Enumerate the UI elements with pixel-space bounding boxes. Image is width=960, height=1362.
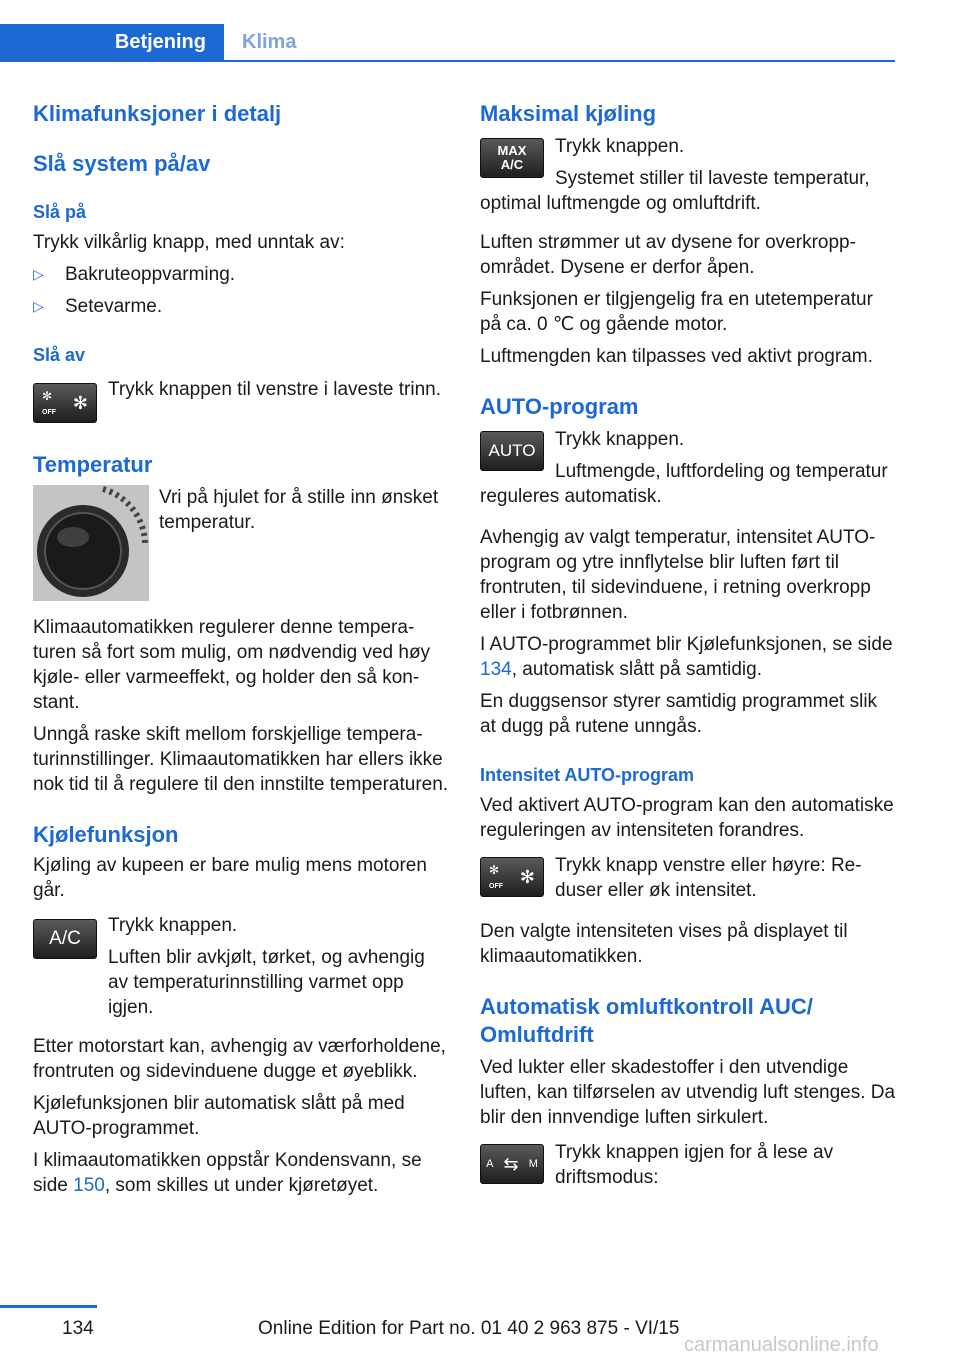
page-number: 134	[62, 1318, 94, 1339]
edition-text: Online Edition for Part no. 01 40 2 963 875 - VI/15	[258, 1318, 680, 1339]
subheading-off: Slå av	[33, 345, 86, 365]
ac-button-row	[33, 913, 449, 1020]
paragraph: Luftmengden kan tilpasses ved aktivt program.	[480, 346, 873, 367]
heading-max-cooling: Maksimal kjøling	[480, 101, 657, 126]
button-label: A	[486, 1158, 494, 1170]
footer-divider	[0, 1305, 97, 1308]
header-tabs	[0, 0, 960, 62]
max-ac-button-image	[480, 138, 544, 178]
auc-button-row	[480, 1140, 896, 1192]
paragraph: Ved lukter eller skadestoffer i den utvendige luften, kan tilførselen av utvendig luft stenges. Da blir den innvendige luften sirkulert.	[480, 1057, 896, 1128]
fan-button-image	[33, 383, 97, 423]
max-ac-button-row	[480, 134, 896, 172]
heading-system-on-off: Slå system på/av	[33, 151, 211, 176]
paragraph: Luften strømmer ut av dysene for overkroppområdet. Dysene er derfor åpen.	[480, 232, 856, 278]
paragraph: Funksjonen er tilgjengelig fra en utetemperatur på ca. 0 ℃ og gående motor.	[480, 289, 873, 335]
page-link-134[interactable]: 134	[480, 659, 512, 680]
button-label: MAX	[497, 143, 527, 158]
text: I klimaautomatikken oppstår Kondensvann, se side	[33, 1150, 422, 1196]
paragraph: En duggsensor styrer samtidig programmet slik at dugg på rutene unngås.	[480, 691, 878, 737]
heading-cooling: Kjølefunksjon	[33, 822, 179, 847]
temperature-dial-image	[33, 485, 149, 601]
max-ac-line2: Systemet stiller til laveste temperatur, optimal luftmengde og omluftdrift.	[480, 168, 870, 214]
bullet-triangle-icon: ▷	[33, 298, 44, 314]
subheading-on: Slå på	[33, 202, 87, 222]
left-column	[33, 100, 449, 1198]
auc-button-image	[480, 1144, 544, 1184]
paragraph: Ved aktivert AUTO-program kan den automatiske reguleringen av intensiteten forandres.	[480, 795, 894, 841]
dial-knob-icon	[33, 485, 149, 601]
list-item-text: Setevarme.	[65, 296, 163, 317]
button-label: M	[528, 1158, 538, 1170]
heading-temperature: Temperatur	[33, 452, 153, 477]
button-label: A/C	[500, 157, 524, 172]
right-column	[480, 100, 896, 1192]
max-ac-line1: Trykk knappen.	[555, 136, 685, 157]
list-item-text: Bakruteoppvarming.	[65, 264, 236, 285]
paragraph: Kjølefunksjonen blir automatisk slått på med AUTO-programmet.	[33, 1093, 405, 1139]
paragraph: Kjøling av kupeen er bare mulig mens motoren går.	[33, 855, 427, 901]
tab-betjening[interactable]: Betjening	[0, 24, 224, 61]
fan-small-icon: ✻ OFF	[42, 389, 56, 416]
temperature-dial-row	[33, 485, 449, 601]
auto-line2: Luftmengde, luftfordeling og temperatur reguleres automatisk.	[480, 461, 888, 507]
page-link-150[interactable]: 150	[73, 1175, 105, 1196]
text: I AUTO-programmet blir Kjølefunksjonen, se side	[480, 634, 893, 655]
fan-large-icon: ✻	[72, 392, 88, 413]
dial-instruction: Vri på hjulet for å stille inn ønsket temperatur.	[159, 487, 439, 533]
ac-line1: Trykk knappen.	[108, 915, 238, 936]
intensity-instruction: Trykk knapp venstre eller høyre: Reduser eller øk intensitet.	[555, 855, 862, 901]
text: , som skilles ut under kjøretøyet.	[104, 1175, 379, 1196]
fan-large-icon: ✻	[519, 866, 535, 887]
off-button-row	[33, 377, 449, 429]
heading-auto-program: AUTO-program	[480, 394, 639, 419]
auto-button-image: AUTO	[480, 431, 544, 471]
header-divider	[0, 60, 895, 62]
auto-line1: Trykk knappen.	[555, 429, 685, 450]
watermark: carmanualsonline.info	[684, 1334, 879, 1356]
ac-button-image: A/C	[33, 919, 97, 959]
fan-small-icon: ✻ OFF	[489, 863, 503, 890]
paragraph	[480, 632, 896, 682]
bullet-triangle-icon: ▷	[33, 266, 44, 282]
intensity-button-row	[480, 853, 896, 905]
paragraph: Klimaautomatikken regulerer denne temperaturen så fort som mulig, om nødvendig ved høy kjøle- eller varmeeffekt, og holder den så konstant.	[33, 617, 431, 713]
off-instruction: Trykk knappen til venstre i laveste trinn.	[108, 379, 441, 400]
paragraph	[33, 1148, 449, 1198]
page-title: Klimafunksjoner i detalj	[33, 101, 282, 126]
subheading-auto-intensity: Intensitet AUTO-program	[480, 765, 695, 785]
paragraph: Avhengig av valgt temperatur, intensitet AUTO-program og ytre innflytelse blir luften ført til frontruten, til sidevinduene, i retning overkropp eller i fotbrønnen.	[480, 527, 876, 623]
paragraph: Unngå raske skift mellom forskjellige temperaturinnstillinger. Klimaautomatikken har ellers ikke nok tid til å regulere til den innstilte temperaturen.	[33, 724, 449, 795]
text: , automatisk slått på samtidig.	[511, 659, 762, 680]
intensity-button-image	[480, 857, 544, 897]
ac-line2: Luften blir avkjølt, tørket, og avhengig av temperaturinnstilling varmet opp igjen.	[108, 947, 425, 1018]
list-item	[33, 262, 449, 287]
auto-button-row	[480, 427, 896, 460]
list-item	[33, 294, 449, 319]
paragraph: Etter motorstart kan, avhengig av værforholdene, frontruten og sidevinduene dugge et øyeblikk.	[33, 1036, 446, 1082]
car-recirculation-icon: ⇆	[503, 1153, 519, 1174]
tab-klima[interactable]: Klima	[242, 31, 297, 53]
paragraph: Trykk vilkårlig knapp, med unntak av:	[33, 232, 345, 253]
paragraph: Den valgte intensiteten vises på displayet til klimaautomatikken.	[480, 921, 848, 967]
heading-auc: Automatisk omluftkontroll AUC/ Omluftdrift	[480, 994, 813, 1047]
auc-instruction: Trykk knappen igjen for å lese av driftsmodus:	[555, 1142, 834, 1188]
